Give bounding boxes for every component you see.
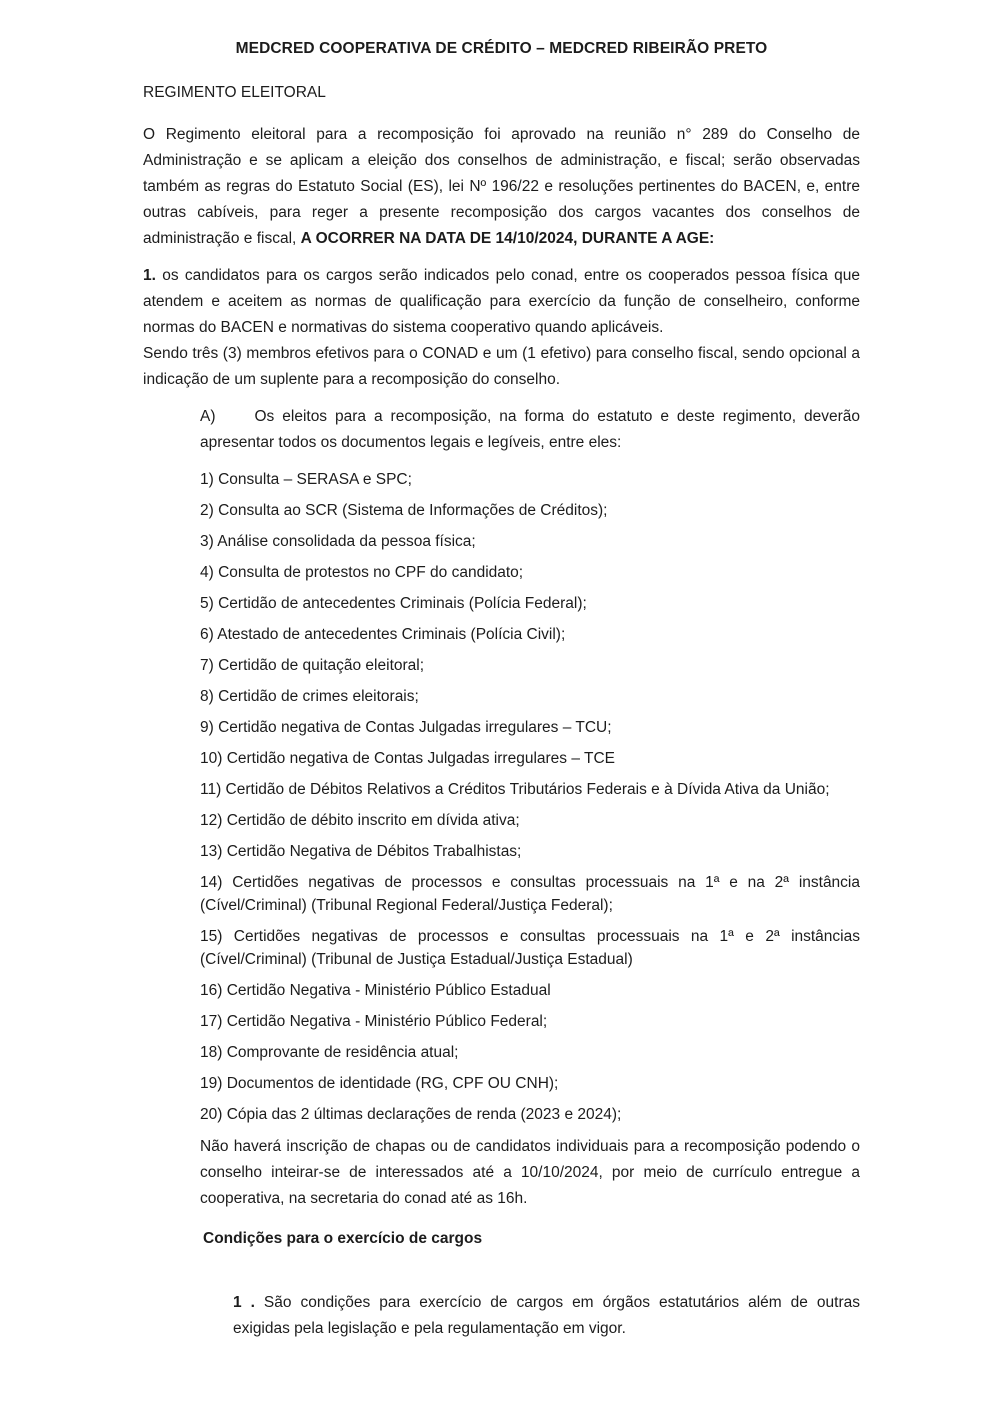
doc-item-8: 8) Certidão de crimes eleitorais; [200, 688, 419, 705]
document-title: MEDCRED COOPERATIVA DE CRÉDITO – MEDCRED RIBEIRÃO PRETO [235, 40, 768, 57]
intro-text: O Regimento eleitoral para a recomposição foi aprovado na reunião n° 289 do Conselho de Administração e se aplicam a eleição dos conselhos de administração, e fiscal; serão observadas também as regras do Estatuto Social (ES), lei Nº 196/22 e resoluções pertinentes do BACEN, e, entre outras cabíveis, para reger a presente recomposição dos cargos vacantes dos conselhos de administração e fiscal, [143, 126, 860, 247]
doc-item-12: 12) Certidão de débito inscrito em dívida ativa; [200, 812, 520, 829]
conditions-block [233, 1290, 860, 1342]
doc-item-11: 11) Certidão de Débitos Relativos a Créditos Tributários Federais e à Dívida Ativa da União; [200, 781, 830, 798]
doc-item-2: 2) Consulta ao SCR (Sistema de Informações de Créditos); [200, 502, 608, 519]
section-heading: REGIMENTO ELEITORAL [143, 84, 326, 101]
item-a-paragraph [200, 404, 860, 456]
clause-1-number: 1. [143, 267, 156, 284]
doc-item-20: 20) Cópia das 2 últimas declarações de renda (2023 e 2024); [200, 1106, 622, 1123]
conditions-heading: Condições para o exercício de cargos [203, 1230, 483, 1247]
doc-item-13: 13) Certidão Negativa de Débitos Trabalhistas; [200, 843, 522, 860]
doc-item-15: 15) Certidões negativas de processos e consultas processuais na 1ª e 2ª instâncias (Cível/Criminal) (Tribunal de Justiça Estadual/Justiça Estadual) [200, 928, 860, 968]
doc-item-9: 9) Certidão negativa de Contas Julgadas irregulares – TCU; [200, 719, 612, 736]
doc-item-17: 17) Certidão Negativa - Ministério Público Federal; [200, 1013, 548, 1030]
doc-item-18: 18) Comprovante de residência atual; [200, 1044, 459, 1061]
item-a-text: Os eleitos para a recomposição, na forma do estatuto e deste regimento, deverão apresentar todos os documentos legais e legíveis, entre eles: [200, 408, 860, 451]
doc-item-5: 5) Certidão de antecedentes Criminais (Polícia Federal); [200, 595, 587, 612]
doc-item-7: 7) Certidão de quitação eleitoral; [200, 657, 425, 674]
doc-item-1: 1) Consulta – SERASA e SPC; [200, 471, 412, 488]
condition-1-paragraph [233, 1290, 860, 1342]
doc-item-14: 14) Certidões negativas de processos e consultas processuais na 1ª e na 2ª instância (Cível/Criminal) (Tribunal Regional Federal/Justiça Federal); [200, 874, 860, 914]
doc-item-3: 3) Análise consolidada da pessoa física; [200, 533, 476, 550]
doc-item-6: 6) Atestado de antecedentes Criminais (Polícia Civil); [200, 626, 566, 643]
intro-paragraph [143, 122, 860, 252]
intro-bold-text: A OCORRER NA DATA DE 14/10/2024, DURANTE A AGE: [300, 230, 715, 247]
clause-1-continuation: Sendo três (3) membros efetivos para o CONAD e um (1 efetivo) para conselho fiscal, sendo opcional a indicação de um suplente para a recomposição do conselho. [143, 345, 860, 388]
indented-block [200, 404, 860, 1252]
doc-item-4: 4) Consulta de protestos no CPF do candidato; [200, 564, 524, 581]
clause-1-text: os candidatos para os cargos serão indicados pelo conad, entre os cooperados pessoa física que atendem e aceitem as normas de qualificação para exercício da função de conselheiro, conforme normas do BACEN e normativas do sistema cooperativo quando aplicáveis. [143, 267, 860, 336]
doc-item-16: 16) Certidão Negativa - Ministério Público Estadual [200, 982, 551, 999]
doc-item-10: 10) Certidão negativa de Contas Julgadas irregulares – TCE [200, 750, 616, 767]
doc-item-19: 19) Documentos de identidade (RG, CPF OU CNH); [200, 1075, 559, 1092]
clause-1-paragraph [143, 263, 860, 341]
condition-1-number: 1 . [233, 1294, 255, 1311]
condition-1-text: São condições para exercício de cargos em órgãos estatutários além de outras exigidas pela legislação e pela regulamentação em vigor. [233, 1294, 860, 1337]
no-chapas-paragraph: Não haverá inscrição de chapas ou de candidatos individuais para a recomposição podendo o conselho inteirar-se de interessados até a 10/10/2024, por meio de currículo entregue a cooperativa, na secretaria do conad até as 16h. [200, 1138, 860, 1207]
item-a-label: A) [200, 408, 216, 425]
